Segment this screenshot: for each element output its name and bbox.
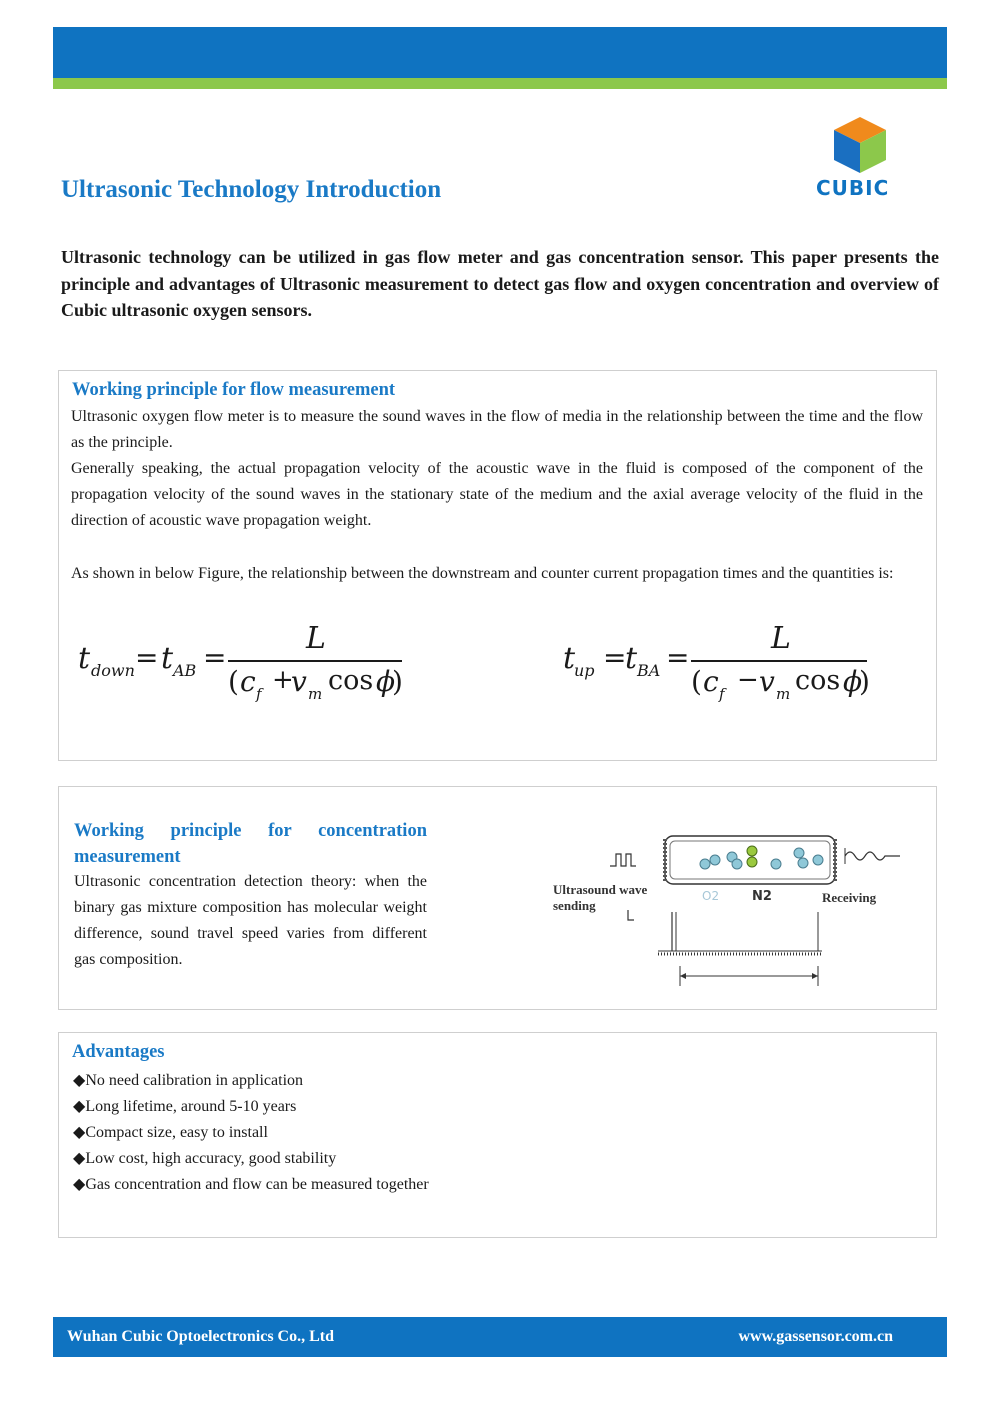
advantages-title: Advantages xyxy=(72,1042,165,1062)
footer-company: Wuhan Cubic Optoelectronics Co., Ltd xyxy=(67,1328,334,1345)
flow-paragraph-1: Ultrasonic oxygen flow meter is to measure the sound waves in the flow of media in the relationship between the time and the flow as the principle. xyxy=(71,408,923,451)
advantages-list xyxy=(73,1068,429,1198)
concentration-section-title: Working principle for concentration measurement xyxy=(74,821,427,867)
receive-label: Receiving xyxy=(822,890,877,905)
header-bar xyxy=(53,27,947,78)
footer-website-link[interactable]: www.gassensor.com.cn xyxy=(738,1328,893,1345)
send-label-2: sending xyxy=(553,898,596,913)
send-label-1: Ultrasound wave xyxy=(553,882,648,897)
footer-bar xyxy=(53,1317,947,1357)
n2-label: N2 xyxy=(752,889,772,904)
ultrasound-tube-diagram xyxy=(550,826,900,991)
flow-paragraph-3: As shown in below Figure, the relationship between the downstream and counter current propagation times and the quantities is: xyxy=(71,565,894,582)
header-stripe xyxy=(53,78,947,89)
o2-label: O2 xyxy=(702,889,720,903)
page-title: Ultrasonic Technology Introduction xyxy=(61,176,442,203)
advantage-item: ◆ Compact size, easy to install xyxy=(73,1120,429,1146)
advantage-item: ◆ No need calibration in application xyxy=(73,1068,429,1094)
advantage-item: ◆ Low cost, high accuracy, good stability xyxy=(73,1146,429,1172)
intro-paragraph: Ultrasonic technology can be utilized in gas flow meter and gas concentration sensor. This paper presents the principle and advantages of Ultrasonic measurement to detect gas flow and oxygen concentration and overview of Cubic ultrasonic oxygen sensors. xyxy=(61,247,939,320)
advantage-item: ◆ Gas concentration and flow can be measured together xyxy=(73,1172,429,1198)
formula-downstream: t down = t AB = L ( c f + v m cos ϕ ) xyxy=(78,621,403,703)
advantage-item: ◆ Long lifetime, around 5-10 years xyxy=(73,1094,429,1120)
flow-paragraph-2: Generally speaking, the actual propagation velocity of the acoustic wave in the fluid is composed of the component of the propagation velocity of the sound waves in the stationary state of the medium and the axial average velocity of the fluid in the direction of acoustic wave propagation weight. xyxy=(71,460,923,529)
formula-upstream: t up = t BA = L ( c f − v m cos ϕ ) xyxy=(563,621,870,703)
logo-text: CUBIC xyxy=(816,176,890,200)
flow-section-title: Working principle for flow measurement xyxy=(72,380,396,400)
concentration-paragraph: Ultrasonic concentration detection theory: when the binary gas mixture composition has molecular weight difference, sound travel speed varies from different gas composition. xyxy=(74,873,427,968)
